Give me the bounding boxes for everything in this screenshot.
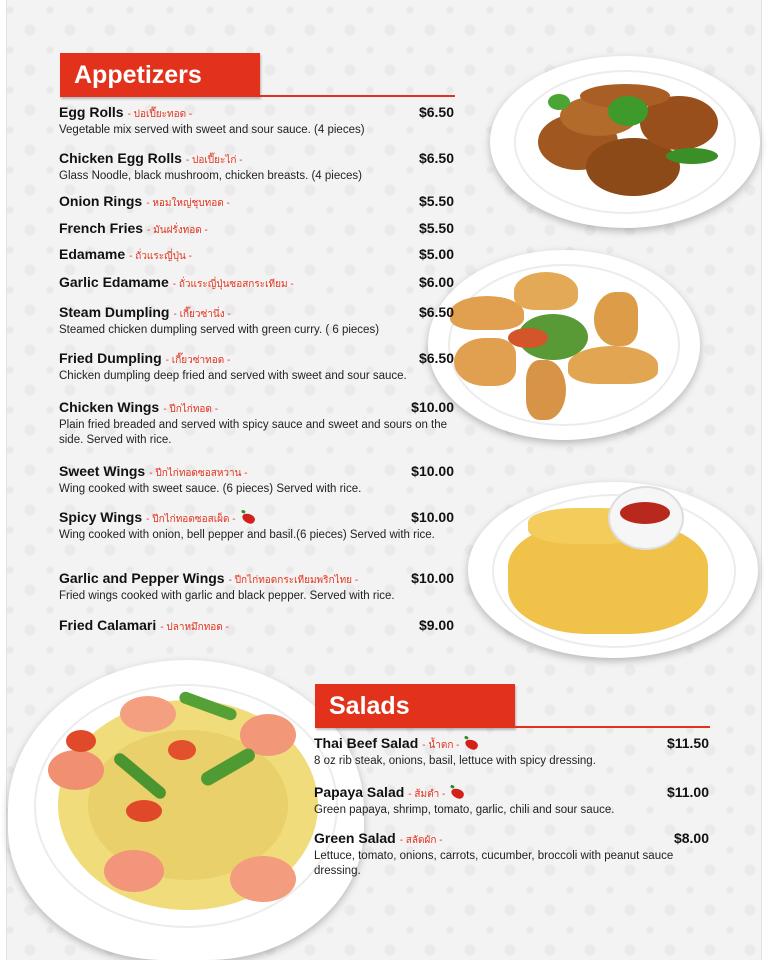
menu-item (314, 735, 709, 769)
salads-header (315, 684, 710, 728)
dumpling (568, 346, 658, 384)
menu-item-row (59, 399, 454, 417)
shrimp (120, 696, 176, 732)
menu-item-name: Chicken Egg Rolls (59, 150, 182, 166)
menu-item (59, 104, 454, 138)
menu-item-thai-name: - เกี๊ยวซ่านึ่ง - (173, 309, 231, 320)
menu-item-price: $10.00 (411, 399, 454, 415)
menu-item-name: Garlic and Pepper Wings (59, 570, 225, 586)
menu-item-row (59, 193, 454, 211)
salads-underline (315, 726, 710, 728)
menu-item-name: Steam Dumpling (59, 304, 170, 320)
tomato (168, 740, 196, 760)
menu-item-name: Chicken Wings (59, 399, 160, 415)
menu-item-thai-name: - ถั่วแระญี่ปุ่นซอสกระเทียม - (172, 279, 294, 290)
menu-item-description: Steamed chicken dumpling served with green curry. ( 6 pieces) (59, 324, 380, 336)
shrimp (104, 850, 164, 892)
menu-item-name: Fried Calamari (59, 617, 157, 633)
menu-item (59, 304, 454, 338)
menu-item (59, 463, 454, 497)
chili-pepper-icon (450, 787, 466, 801)
menu-item-row (314, 735, 709, 753)
dumpling (454, 338, 516, 386)
menu-item-thai-name: - ปีกไก่ทอดซอสเผ็ด - (146, 514, 236, 525)
menu-item-name: Sweet Wings (59, 463, 146, 479)
menu-item-description: Lettuce, tomato, onions, carrots, cucumber, broccoli with peanut sauce dressing. (314, 850, 674, 877)
menu-item-description: Plain fried breaded and served with spicy sauce and sweet and sours on the side. Served with rice. (59, 419, 448, 446)
salads-title: Salads (315, 684, 515, 728)
chicken-wings-plate-photo (490, 56, 760, 228)
menu-item (59, 350, 454, 384)
menu-item-name: Spicy Wings (59, 509, 143, 525)
menu-item (59, 617, 454, 635)
menu-item-row (59, 350, 454, 368)
menu-item-name: Edamame (59, 246, 126, 262)
menu-item-row (59, 570, 454, 588)
menu-item-price: $5.00 (418, 246, 454, 262)
menu-item (59, 220, 454, 238)
appetizers-title: Appetizers (60, 53, 260, 97)
pepper-piece (548, 94, 570, 110)
menu-item-row (59, 150, 454, 168)
menu-item (59, 246, 454, 264)
menu-item-price: $10.00 (411, 463, 454, 479)
menu-item-thai-name: - มันฝรั่งทอด - (147, 225, 208, 236)
pepper-piece (666, 148, 718, 164)
appetizers-header (60, 53, 455, 97)
menu-item-price: $6.50 (418, 150, 454, 166)
menu-item-name: Papaya Salad (314, 784, 405, 800)
menu-item-row (59, 220, 454, 238)
menu-item (59, 150, 454, 184)
dumpling (594, 292, 638, 346)
menu-item-row (314, 830, 709, 848)
pepper-piece (608, 96, 648, 126)
menu-item-description: 8 oz rib steak, onions, basil, lettuce with spicy dressing. (314, 755, 596, 767)
menu-item-price: $6.50 (418, 104, 454, 120)
menu-item-name: French Fries (59, 220, 144, 236)
menu-item-thai-name: - น้ำตก - (422, 740, 460, 751)
menu-item-thai-name: - ปีกไก่ทอดกระเทียมพริกไทย - (228, 575, 359, 586)
menu-item-description: Vegetable mix served with sweet and sour sauce. (4 pieces) (59, 124, 365, 136)
menu-item-thai-name: - สลัดผัก - (399, 835, 443, 846)
menu-item-price: $11.50 (666, 735, 709, 751)
menu-item-price: $6.50 (418, 350, 454, 366)
menu-item-price: $11.00 (666, 784, 709, 800)
menu-item-thai-name: - ปลาหมึกทอด - (160, 622, 229, 633)
menu-item (59, 193, 454, 211)
tomato (126, 800, 162, 822)
menu-item-name: Green Salad (314, 830, 396, 846)
menu-item-name: Egg Rolls (59, 104, 124, 120)
menu-item (59, 570, 454, 604)
dumpling (450, 296, 524, 330)
menu-item-description: Wing cooked with sweet sauce. (6 pieces) Served with rice. (59, 483, 362, 495)
menu-item-row (59, 246, 454, 264)
page-edge-left (0, 0, 7, 960)
menu-item-name: Fried Dumpling (59, 350, 162, 366)
page-edge-right (761, 0, 768, 960)
menu-item-row (59, 304, 454, 322)
menu-item-thai-name: - หอมใหญ่ชุบทอด - (146, 198, 230, 209)
menu-item-price: $9.00 (418, 617, 454, 633)
menu-item-row (59, 274, 454, 292)
shrimp (230, 856, 296, 902)
menu-item-price: $6.00 (418, 274, 454, 290)
menu-item-description: Wing cooked with onion, bell pepper and basil.(6 pieces) Served with rice. (59, 529, 435, 541)
menu-item-thai-name: - ปีกไก่ทอด - (163, 404, 219, 415)
menu-item (59, 399, 454, 447)
menu-item (59, 509, 454, 543)
menu-item-row (59, 104, 454, 122)
menu-item-name: Garlic Edamame (59, 274, 169, 290)
menu-item-price: $5.50 (418, 220, 454, 236)
tomato (66, 730, 96, 752)
menu-item-thai-name: - ส้มตำ - (408, 789, 446, 800)
menu-item-price: $10.00 (411, 570, 454, 586)
menu-item-thai-name: - ปอเปี๊ยะไก่ - (185, 155, 243, 166)
menu-item-name: Thai Beef Salad (314, 735, 419, 751)
menu-item-thai-name: - ปีกไก่ทอดซอสหวาน - (149, 468, 248, 479)
shrimp (48, 750, 104, 790)
menu-item (314, 784, 709, 818)
ketchup (620, 502, 670, 524)
menu-item-row (59, 617, 454, 635)
menu-item-thai-name: - ปอเปี๊ยะทอด - (127, 109, 193, 120)
menu-item-price: $8.00 (673, 830, 709, 846)
carrot-garnish (508, 328, 548, 348)
menu-item-row (59, 509, 454, 527)
menu-item-thai-name: - เกี๊ยวซ่าทอด - (165, 355, 231, 366)
menu-item-description: Green papaya, shrimp, tomato, garlic, chili and sour sauce. (314, 804, 615, 816)
appetizers-underline (60, 95, 455, 97)
menu-item-price: $6.50 (418, 304, 454, 320)
menu-item (59, 274, 454, 292)
menu-item-description: Glass Noodle, black mushroom, chicken breasts. (4 pieces) (59, 170, 362, 182)
shrimp-noodle-salad-plate-photo (8, 660, 364, 960)
menu-item-thai-name: - ถั่วแระญี่ปุ่น - (129, 251, 192, 262)
menu-item (314, 830, 709, 878)
dumpling (526, 360, 566, 420)
menu-item-price: $5.50 (418, 193, 454, 209)
menu-item-row (59, 463, 454, 481)
menu-item-name: Onion Rings (59, 193, 143, 209)
dumpling-plate-photo (428, 250, 700, 440)
chili-pepper-icon (464, 738, 480, 752)
dumpling (514, 272, 578, 310)
menu-item-description: Fried wings cooked with garlic and black pepper. Served with rice. (59, 590, 395, 602)
french-fries-plate-photo (468, 482, 758, 658)
menu-item-description: Chicken dumpling deep fried and served with sweet and sour sauce. (59, 370, 407, 382)
menu-item-price: $10.00 (411, 509, 454, 525)
menu-item-row (314, 784, 709, 802)
chili-pepper-icon (240, 512, 256, 526)
